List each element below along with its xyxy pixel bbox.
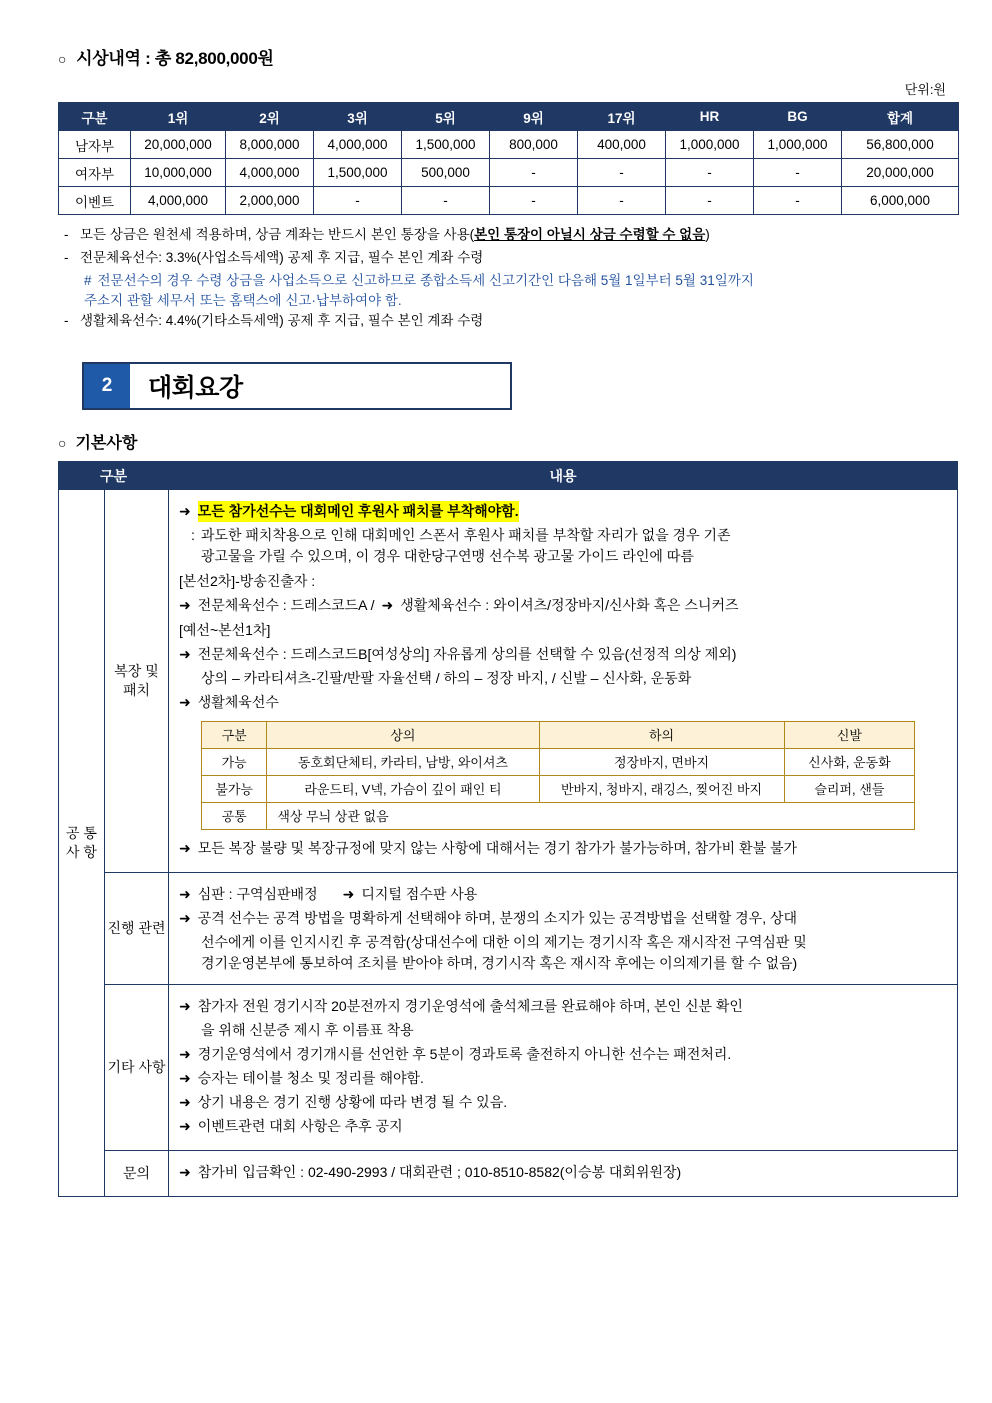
- note-dash: -: [64, 249, 69, 265]
- arrow-icon-2: ➜: [342, 886, 355, 903]
- main-category-1: 진행 관련: [105, 873, 169, 985]
- dress-th-3: 신발: [784, 722, 915, 749]
- content-arrow-item: [179, 1068, 947, 1089]
- main-category-0: 복장 및 패치: [105, 490, 169, 873]
- dress-r2-c1: 색상 무늬 상관 없음: [267, 803, 915, 830]
- basic-section-title: 기본사항: [75, 435, 138, 453]
- note-item-2: [64, 248, 948, 269]
- main-content-0: [169, 490, 958, 873]
- main-content-1: [169, 873, 958, 985]
- content-text: 공격 선수는 공격 방법을 명확하게 선택해야 하며, 분쟁의 소지가 있는 공격방법을 선택할 경우, 상대: [197, 910, 798, 927]
- prize-r0-c9: 56,800,000: [842, 131, 959, 159]
- content-colon-item: [191, 525, 947, 567]
- content-text-b: 생활체육선수 : 와이셔츠/정장바지/신사화 혹은 스니커즈: [400, 597, 739, 614]
- content-text-b: 디지털 점수판 사용: [361, 886, 478, 903]
- arrow-icon: ➜: [179, 1094, 191, 1111]
- content-indent-text: 상의 – 카라티셔츠-긴팔/반팔 자율선택 / 하의 – 정장 바지, / 신발 – 신사화, 운동화: [201, 670, 692, 687]
- prize-notes: [64, 225, 948, 332]
- prize-th-4: 5위: [402, 103, 490, 131]
- prize-th-2: 2위: [226, 103, 314, 131]
- content-indent-text: 선수에게 이를 인지시킨 후 공격함(상대선수에 대한 이의 제기는 경기시작 혹은 재시작전 구역심판 및: [201, 934, 807, 951]
- arrow-icon: ➜: [179, 1046, 191, 1063]
- note-dash: -: [64, 227, 69, 242]
- prize-section-title: 시상내역 : 총 82,800,000원: [76, 49, 274, 68]
- table-row: [59, 1151, 958, 1197]
- prize-r1-c2: 4,000,000: [226, 159, 314, 187]
- prize-th-0: 구분: [59, 103, 131, 131]
- dress-r0-c0: 가능: [202, 749, 267, 776]
- dress-code-table: [201, 721, 915, 830]
- prize-table: [58, 102, 959, 215]
- prize-r0-c3: 4,000,000: [314, 131, 402, 159]
- prize-r2-c7: -: [666, 187, 754, 215]
- content-arrow-pair: [179, 595, 947, 616]
- main-table-header-row: [59, 462, 958, 490]
- prize-th-6: 17위: [578, 103, 666, 131]
- table-row: [202, 749, 915, 776]
- note-underline-1: 본인 통장이 아닐시 상금 수령할 수 없음: [474, 227, 706, 242]
- content-arrow-item: [179, 1162, 947, 1183]
- content-arrow-item: [179, 908, 947, 929]
- arrow-icon: ➜: [179, 597, 191, 614]
- arrow-icon: ➜: [179, 503, 191, 520]
- arrow-icon: ➜: [179, 694, 191, 711]
- prize-th-8: BG: [754, 103, 842, 131]
- dress-r1-c3: 슬리퍼, 샌들: [784, 776, 915, 803]
- prize-r1-c3: 1,500,000: [314, 159, 402, 187]
- main-category-3: 문의: [105, 1151, 169, 1197]
- main-th-0: 구분: [59, 462, 169, 490]
- content-text-a: 심판 : 구역심판배정: [197, 886, 318, 903]
- dress-th-0: 구분: [202, 722, 267, 749]
- prize-r2-c5: -: [490, 187, 578, 215]
- chapter-title: 대회요강: [148, 374, 243, 403]
- arrow-icon-2: ➜: [381, 597, 394, 614]
- prize-r1-c5: -: [490, 159, 578, 187]
- prize-r1-c9: 20,000,000: [842, 159, 959, 187]
- prize-r0-c5: 800,000: [490, 131, 578, 159]
- arrow-icon: ➜: [179, 1118, 191, 1135]
- table-row: [59, 490, 958, 873]
- content-plain-0: [본선2차]-방송진출자 :: [179, 573, 316, 590]
- prize-r1-c0: 여자부: [59, 159, 131, 187]
- basic-section-heading: [58, 430, 948, 453]
- dress-th-1: 상의: [267, 722, 539, 749]
- prize-r2-c0: 이벤트: [59, 187, 131, 215]
- prize-r1-c4: 500,000: [402, 159, 490, 187]
- dress-r0-c1: 동호회단체티, 카라티, 남방, 와이셔츠: [267, 749, 539, 776]
- bullet-circle-icon: ○: [58, 435, 67, 452]
- note-item-1: [64, 225, 948, 246]
- table-row: [59, 985, 958, 1151]
- table-row: [59, 131, 959, 159]
- content-arrow-item: [179, 692, 947, 713]
- colon-mark: :: [191, 527, 195, 544]
- content-text: 상기 내용은 경기 진행 상황에 따라 변경 될 수 있음.: [197, 1094, 508, 1111]
- main-content-3: [169, 1151, 958, 1197]
- dress-r0-c3: 신사화, 운동화: [784, 749, 915, 776]
- content-text: 참가비 입금확인 : 02-490-2993 / 대회관련 ; 010-8510-8582(이승봉 대회위원장): [197, 1164, 682, 1181]
- bullet-circle-icon: ○: [58, 51, 67, 67]
- arrow-icon: ➜: [179, 1164, 191, 1181]
- content-plain-1: [예선~본선1차]: [179, 622, 271, 639]
- note-blue-line-2: 주소지 관할 세무서 또는 홈택스에 신고·납부하여야 함.: [84, 293, 402, 309]
- content-text: 생활체육선수: [197, 694, 279, 711]
- prize-r0-c6: 400,000: [578, 131, 666, 159]
- prize-th-1: 1위: [131, 103, 226, 131]
- content-arrow-pair: [179, 884, 947, 905]
- prize-r1-c7: -: [666, 159, 754, 187]
- arrow-icon: ➜: [179, 1070, 191, 1087]
- prize-r1-c8: -: [754, 159, 842, 187]
- dress-r1-c0: 불가능: [202, 776, 267, 803]
- content-arrow-item: [179, 1044, 947, 1065]
- content-colon-text: 과도한 패치착용으로 인해 대회메인 스폰서 후원사 패치를 부착할 자리가 없을 경우 기존 광고물을 가릴 수 있으며, 이 경우 대한당구연맹 선수복 광고물 가이드 라인에 따름: [200, 527, 731, 565]
- prize-r2-c3: -: [314, 187, 402, 215]
- main-content-2: [169, 985, 958, 1151]
- note-dash: -: [64, 313, 69, 329]
- content-text-a: 전문체육선수 : 드레스코드A /: [197, 597, 375, 614]
- dress-th-2: 하의: [539, 722, 784, 749]
- prize-r1-c1: 10,000,000: [131, 159, 226, 187]
- arrow-icon: ➜: [179, 910, 191, 927]
- table-row: [59, 873, 958, 985]
- note-item-3: [64, 311, 948, 332]
- content-arrow-item: [179, 1092, 947, 1113]
- prize-r0-c8: 1,000,000: [754, 131, 842, 159]
- arrow-icon: ➜: [179, 840, 191, 857]
- prize-th-7: HR: [666, 103, 754, 131]
- table-row: [202, 776, 915, 803]
- content-arrow-item: [179, 501, 947, 522]
- note-blue-line-1: [84, 271, 948, 291]
- content-arrow-item: [179, 838, 947, 859]
- prize-r0-c2: 8,000,000: [226, 131, 314, 159]
- note-text-2: 전문체육선수: 3.3%(사업소득세액) 공제 후 지급, 필수 본인 계좌 수령: [80, 249, 484, 265]
- note-blue-block: [84, 271, 948, 312]
- table-row: [59, 159, 959, 187]
- table-row: [202, 803, 915, 830]
- main-col1-label: 공 통 사 항: [59, 490, 105, 1197]
- content-arrow-item: [179, 996, 947, 1017]
- dress-r2-c0: 공통: [202, 803, 267, 830]
- content-text: 전문체육선수 : 드레스코드B[여성상의] 자유롭게 상의를 선택할 수 있음(선정적 의상 제외): [197, 646, 737, 663]
- content-indent-text: 경기운영본부에 통보하여 조치를 받아야 하며, 경기시작 혹은 재시작 후에는 이의제기를 할 수 없음): [201, 955, 798, 972]
- prize-table-header-row: [59, 103, 959, 131]
- content-text: 모든 복장 불량 및 복장규정에 맞지 않는 사항에 대해서는 경기 참가가 불가능하며, 참가비 환불 불가: [197, 840, 798, 857]
- prize-r1-c6: -: [578, 159, 666, 187]
- main-category-2: 기타 사항: [105, 985, 169, 1151]
- content-arrow-item: [179, 644, 947, 665]
- prize-r0-c4: 1,500,000: [402, 131, 490, 159]
- dress-r1-c1: 라운드티, V넥, 가슴이 깊이 패인 티: [267, 776, 539, 803]
- prize-r2-c9: 6,000,000: [842, 187, 959, 215]
- prize-th-9: 합계: [842, 103, 959, 131]
- prize-r2-c1: 4,000,000: [131, 187, 226, 215]
- prize-th-5: 9위: [490, 103, 578, 131]
- prize-r2-c2: 2,000,000: [226, 187, 314, 215]
- content-text: 이벤트관련 대회 사항은 추후 공지: [197, 1118, 403, 1135]
- prize-th-3: 3위: [314, 103, 402, 131]
- content-text: 참가자 전원 경기시작 20분전까지 경기운영석에 출석체크를 완료해야 하며, 본인 신분 확인: [197, 998, 743, 1015]
- arrow-icon: ➜: [179, 998, 191, 1015]
- prize-r0-c1: 20,000,000: [131, 131, 226, 159]
- content-indent-text: 을 위해 신분증 제시 후 이름표 착용: [201, 1022, 414, 1039]
- prize-unit-label: 단위:원: [904, 82, 946, 97]
- hash-mark: #: [84, 272, 92, 288]
- basic-info-table: [58, 461, 958, 1197]
- prize-r2-c4: -: [402, 187, 490, 215]
- dress-header-row: [202, 722, 915, 749]
- dress-r0-c2: 정장바지, 면바지: [539, 749, 784, 776]
- prize-r2-c8: -: [754, 187, 842, 215]
- chapter-number: 2: [84, 364, 130, 408]
- content-text-highlighted: 모든 참가선수는 대회메인 후원사 패치를 부착해야함.: [198, 501, 519, 522]
- prize-section-heading: [58, 44, 948, 69]
- content-text: 승자는 테이블 청소 및 정리를 해야함.: [197, 1070, 424, 1087]
- table-row: [59, 187, 959, 215]
- chapter-heading-box: [82, 362, 512, 410]
- arrow-icon: ➜: [179, 646, 191, 663]
- prize-r0-c0: 남자부: [59, 131, 131, 159]
- arrow-icon: ➜: [179, 886, 191, 903]
- main-th-1: 내용: [169, 462, 958, 490]
- note-text-3: 생활체육선수: 4.4%(기타소득세액) 공제 후 지급, 필수 본인 계좌 수령: [80, 313, 484, 329]
- dress-r1-c2: 반바지, 청바지, 래깅스, 찢어진 바지: [539, 776, 784, 803]
- prize-r2-c6: -: [578, 187, 666, 215]
- note-text-1: 모든 상금은 원천세 적용하며, 상금 계좌는 반드시 본인 통장을 사용(본인 통장이 아닐시 상금 수령할 수 없음): [80, 227, 710, 242]
- content-text: 경기운영석에서 경기개시를 선언한 후 5분이 경과토록 출전하지 아니한 선수는 패전처리.: [197, 1046, 732, 1063]
- content-arrow-item: [179, 1116, 947, 1137]
- note-blue-text-1: 전문선수의 경우 수령 상금을 사업소득으로 신고하므로 종합소득세 신고기간인 다음해 5월 1일부터 5월 31일까지: [97, 272, 754, 288]
- prize-r0-c7: 1,000,000: [666, 131, 754, 159]
